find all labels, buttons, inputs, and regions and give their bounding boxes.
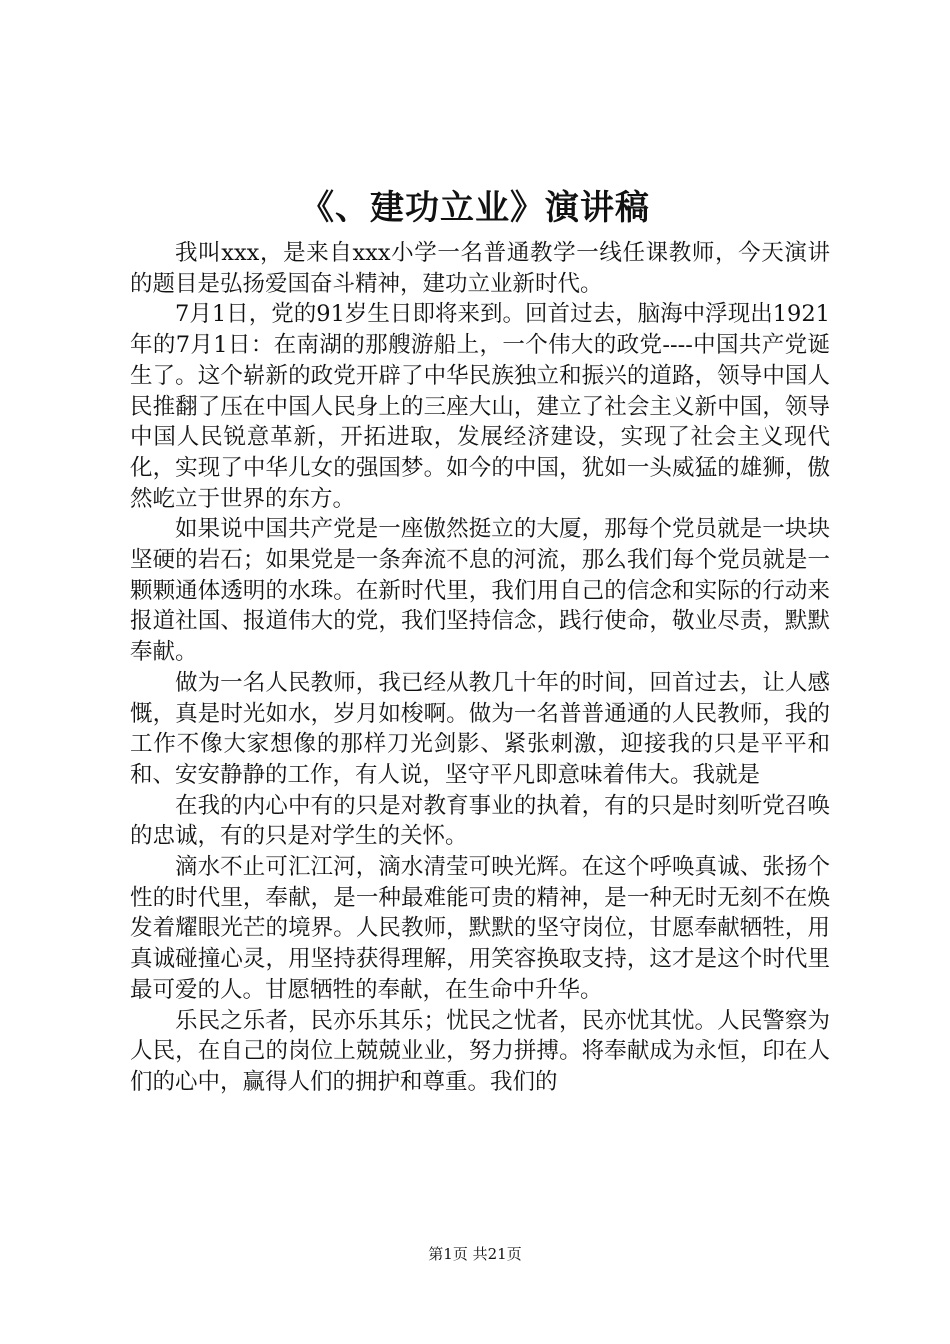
paragraph-6: 滴水不止可汇江河，滴水清莹可映光辉。在这个呼唤真诚、张扬个性的时代里，奉献，是一种最难能可贵的精神，是一种无时无刻不在焕发着耀眼光芒的境界。人民教师，默默的坚守岗位，甘愿奉献牺牲，用真诚碰撞心灵，用坚持获得理解，用笑容换取支持，这才是这个时代里最可爱的人。甘愿牺牲的奉献，在生命中升华。 [130,854,830,1003]
paragraph-7: 乐民之乐者，民亦乐其乐；忧民之忧者，民亦忧其忧。人民警察为人民，在自己的岗位上兢兢业业，努力拼搏。将奉献成为永恒，印在人们的心中，赢得人们的拥护和尊重。我们的 [130,1007,830,1095]
paragraph-2: 7月1日，党的91岁生日即将来到。回首过去，脑海中浮现出1921年的7月1日：在南湖的那艘游船上，一个伟大的政党----中国共产党诞生了。这个崭新的政党开辟了中华民族独立和振兴的道路，领导中国人民推翻了压在中国人民身上的三座大山，建立了社会主义新中国，领导中国人民锐意革新，开拓进取，发展经济建设，实现了社会主义现代化，实现了中华儿女的强国梦。如今的中国，犹如一头威猛的雄狮，傲然屹立于世界的东方。 [130,301,830,512]
paragraph-5: 在我的内心中有的只是对教育事业的执着，有的只是时刻听党召唤的忠诚，有的只是对学生的关怀。 [130,792,830,850]
paragraph-3: 如果说中国共产党是一座傲然挺立的大厦，那每个党员就是一块块坚硬的岩石；如果党是一条奔流不息的河流，那么我们每个党员就是一颗颗通体透明的水珠。在新时代里，我们用自己的信念和实际的行动来报道社国、报道伟大的党，我们坚持信念，践行使命，敬业尽责，默默奉献。 [130,516,830,666]
paragraph-1: 我叫xxx，是来自xxx小学一名普通教学一线任课教师，今天演讲的题目是弘扬爱国奋斗精神，建功立业新时代。 [130,240,830,297]
paragraph-4: 做为一名人民教师，我已经从教几十年的时间，回首过去，让人感慨，真是时光如水，岁月如梭啊。做为一名普普通通的人民教师，我的工作不像大家想像的那样刀光剑影、紧张刺激，迎接我的只是平平和和、安安静静的工作，有人说，坚守平凡即意味着伟大。我就是 [130,669,830,788]
document-title: 《、建功立业》演讲稿 [300,188,650,228]
page-footer: 第1页 共21页 [428,1245,522,1263]
document-body [130,238,830,1098]
